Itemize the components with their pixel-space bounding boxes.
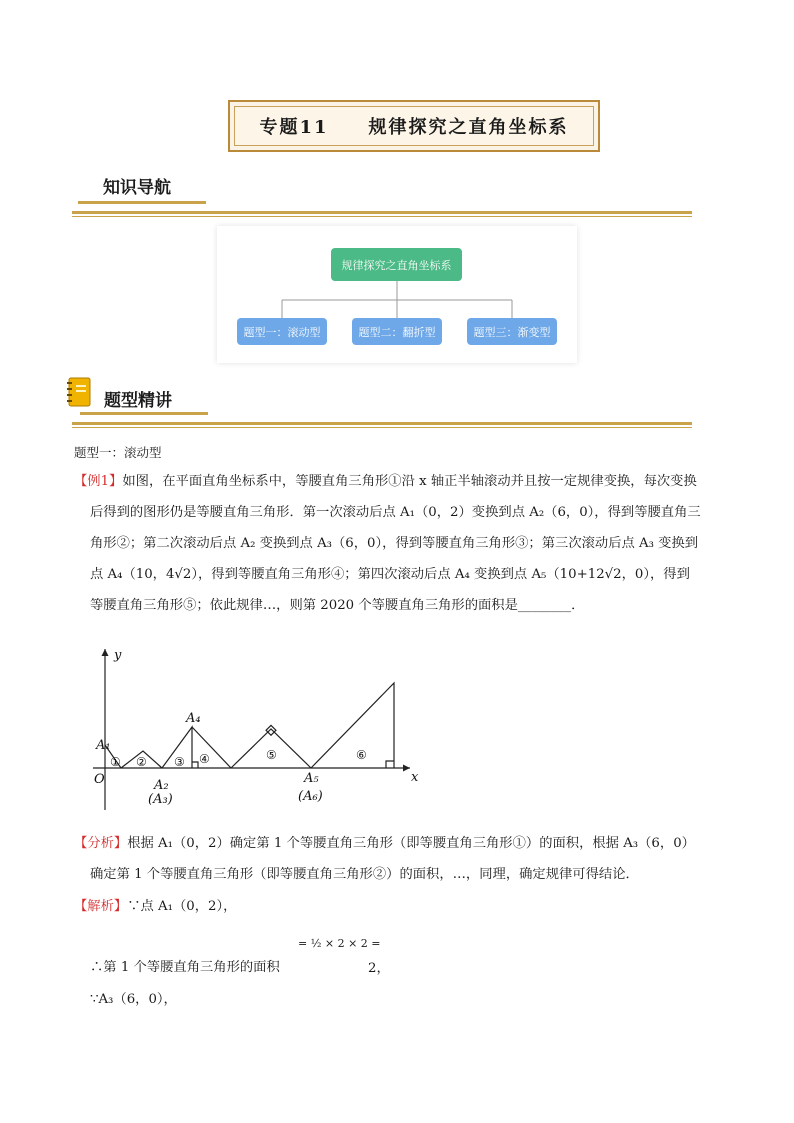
- y-axis-label: y: [114, 648, 122, 663]
- analysis-line: 根据 A₁（0，2）确定第 1 个等腰直角三角形（即等腰直角三角形①）的面积，根据 A₃（6，0）: [127, 836, 695, 851]
- right-angle-mark-2: [386, 761, 394, 768]
- point-a3-label: (A₃): [148, 792, 173, 807]
- analysis-block: [74, 828, 734, 890]
- section-divider-2-thin: [72, 427, 692, 428]
- knowledge-nav-heading: 知识导航: [103, 178, 171, 198]
- example-line: 后得到的图形仍是等腰直角三角形．第一次滚动后点 A₁（0，2）变换到点 A₂（6，0），得到等腰直角三: [90, 505, 701, 520]
- mindmap: [217, 226, 577, 363]
- rolling-triangles-figure: [88, 645, 428, 815]
- circled-1: ①: [110, 755, 121, 769]
- solution-line-2: ∴第 1 个等腰直角三角形的面积: [90, 960, 280, 975]
- circled-3: ③: [174, 755, 185, 769]
- page-title: 专题11 规律探究之直角坐标系: [234, 106, 594, 146]
- heading-underline-2: [80, 412, 208, 415]
- area-formula: = ½ × 2 × 2 =: [298, 937, 381, 950]
- solution-line-3: ∵A₃（6，0），: [90, 992, 177, 1007]
- type1-label: 题型一：滚动型: [74, 445, 162, 460]
- analysis-tag: 【分析】: [74, 836, 128, 851]
- solution-line-1: [74, 891, 236, 922]
- point-a1-label: A₁: [96, 738, 111, 753]
- analysis-line: 确定第 1 个等腰直角三角形（即等腰直角三角形②）的面积，…，同理，确定规律可得结论．: [90, 867, 639, 882]
- point-a2-label: A₂: [154, 778, 169, 793]
- section-divider-2: [72, 422, 692, 425]
- triangle-6: [311, 683, 394, 768]
- right-angle-mark-3: [192, 762, 198, 768]
- example-block: [74, 466, 734, 621]
- circled-5: ⑤: [266, 748, 277, 762]
- x-axis-label: x: [411, 770, 419, 785]
- right-angle-mark: [266, 725, 276, 735]
- point-a6-label: (A₆): [298, 789, 323, 804]
- circled-2: ②: [136, 755, 147, 769]
- example-line: 等腰直角三角形⑤；依此规律…，则第 2020 个等腰直角三角形的面积是________．: [90, 598, 585, 613]
- topic-section-heading: 题型精讲: [104, 391, 172, 411]
- point-a4-label: A₄: [186, 711, 201, 726]
- example-line: 如图，在平面直角坐标系中，等腰直角三角形①沿 x 轴正半轴滚动并且按一定规律变换，每次变换: [122, 474, 697, 489]
- circled-6: ⑥: [356, 748, 367, 762]
- solution-text: ∵点 A₁（0，2），: [127, 899, 237, 914]
- section-divider-thin: [72, 216, 692, 217]
- heading-underline: [78, 201, 206, 204]
- circled-4: ④: [199, 752, 210, 766]
- mindmap-child-rolling: 题型一：滚动型: [237, 318, 327, 345]
- example-line: 角形②；第二次滚动后点 A₂ 变换到点 A₃（6，0），得到等腰直角三角形③；第三次滚动后点 A₃ 变换到: [90, 536, 699, 551]
- example-line: 点 A₄（10，4√2），得到等腰直角三角形④；第四次滚动后点 A₄ 变换到点 A₅（10+12√2，0），得到: [90, 567, 690, 582]
- point-a5-label: A₅: [304, 771, 319, 786]
- mindmap-root: 规律探究之直角坐标系: [331, 248, 462, 281]
- section-divider: [72, 211, 692, 214]
- mindmap-child-folding: 题型二：翻折型: [352, 318, 442, 345]
- area-result: 2，: [368, 961, 390, 976]
- example-tag: 【例1】: [74, 474, 123, 489]
- title-box: [228, 100, 600, 152]
- mindmap-child-gradual: 题型三：渐变型: [467, 318, 557, 345]
- solution-tag: 【解析】: [74, 899, 128, 914]
- notebook-icon: [66, 377, 92, 407]
- origin-label: O: [94, 772, 105, 787]
